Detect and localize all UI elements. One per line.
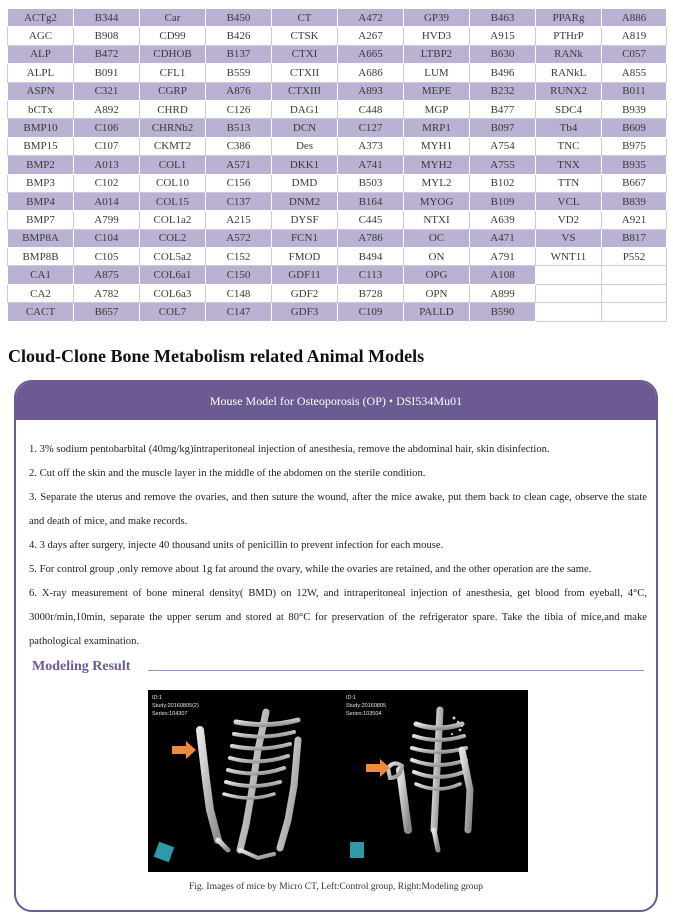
table-row — [8, 45, 667, 63]
marker-name-cell: BMP2 — [8, 156, 74, 174]
control-group-image — [148, 690, 334, 872]
section-heading: Cloud-Clone Bone Metabolism related Animal Models — [8, 346, 425, 366]
table-row — [8, 266, 667, 284]
marker-name-cell: RUNX2 — [536, 82, 602, 100]
marker-name-cell: COL6a3 — [140, 284, 206, 302]
marker-name-cell: COL5a2 — [140, 248, 206, 266]
product-code-cell: B164 — [338, 192, 404, 210]
marker-name-cell: TTN — [536, 174, 602, 192]
ct-id: ID:1 — [152, 695, 163, 701]
marker-name-cell: CTXIII — [272, 82, 338, 100]
product-code-cell — [602, 303, 667, 321]
product-code-cell: B477 — [470, 100, 536, 118]
marker-name-cell: FCN1 — [272, 229, 338, 247]
product-code-cell: A799 — [74, 211, 140, 229]
product-code-cell: B975 — [602, 137, 667, 155]
marker-name-cell: COL1a2 — [140, 211, 206, 229]
marker-name-cell: PTHrP — [536, 27, 602, 45]
modeling-result-title: Modeling Result — [32, 659, 131, 674]
marker-name-cell: VCL — [536, 192, 602, 210]
marker-name-cell: BMP8B — [8, 248, 74, 266]
product-code-cell: C102 — [74, 174, 140, 192]
product-code-cell: B344 — [74, 9, 140, 27]
marker-name-cell: HVD3 — [404, 27, 470, 45]
marker-name-cell: SDC4 — [536, 100, 602, 118]
marker-name-cell: DYSF — [272, 211, 338, 229]
marker-name-cell: CKMT2 — [140, 137, 206, 155]
marker-name-cell: GDF11 — [272, 266, 338, 284]
marker-name-cell: BMP7 — [8, 211, 74, 229]
product-code-cell: B232 — [470, 82, 536, 100]
product-code-cell: A819 — [602, 27, 667, 45]
table-row — [8, 303, 667, 321]
table-row — [8, 100, 667, 118]
marker-name-cell: BMP4 — [8, 192, 74, 210]
product-code-cell: A639 — [470, 211, 536, 229]
product-code-cell: B472 — [74, 45, 140, 63]
orientation-cube-icon — [154, 842, 175, 863]
marker-name-cell: DCN — [272, 119, 338, 137]
ct-metadata — [152, 694, 199, 718]
marker-name-cell: TNC — [536, 137, 602, 155]
product-code-cell: B590 — [470, 303, 536, 321]
product-code-cell: C148 — [206, 284, 272, 302]
product-code-cell: C321 — [74, 82, 140, 100]
marker-name-cell: CDHOB — [140, 45, 206, 63]
marker-name-cell: CACT — [8, 303, 74, 321]
protocol-steps — [29, 438, 647, 654]
marker-name-cell: MYH2 — [404, 156, 470, 174]
marker-name-cell: COL7 — [140, 303, 206, 321]
marker-name-cell: ALP — [8, 45, 74, 63]
protocol-step: 3. Separate the uterus and remove the ovaries, and then suture the wound, after the mice awake, put them back to clean cage, observe the state and death of mice, and make records. — [29, 492, 647, 527]
product-code-cell: B011 — [602, 82, 667, 100]
product-code-cell: B494 — [338, 248, 404, 266]
product-code-cell — [602, 266, 667, 284]
product-code-cell: C386 — [206, 137, 272, 155]
marker-name-cell: FMOD — [272, 248, 338, 266]
marker-name-cell: NTXI — [404, 211, 470, 229]
protocol-step: 5. For control group ,only remove about 1g fat around the ovary, while the ovaries are retained, and the other operation are the same. — [29, 564, 592, 575]
product-code-cell: A915 — [470, 27, 536, 45]
marker-name-cell: CHRNb2 — [140, 119, 206, 137]
marker-name-cell: ON — [404, 248, 470, 266]
marker-name-cell: PPARg — [536, 9, 602, 27]
table-row — [8, 64, 667, 82]
marker-name-cell: CTXI — [272, 45, 338, 63]
marker-name-cell: CD99 — [140, 27, 206, 45]
marker-name-cell: DMD — [272, 174, 338, 192]
product-code-table-body — [8, 9, 667, 322]
marker-name-cell: GDF3 — [272, 303, 338, 321]
marker-name-cell: MRP1 — [404, 119, 470, 137]
table-row — [8, 174, 667, 192]
product-code-cell: A782 — [74, 284, 140, 302]
product-code-cell: A892 — [74, 100, 140, 118]
table-row — [8, 119, 667, 137]
marker-name-cell: MYOG — [404, 192, 470, 210]
product-code-cell: B839 — [602, 192, 667, 210]
table-row — [8, 156, 667, 174]
product-code-cell: B908 — [74, 27, 140, 45]
product-code-cell: A754 — [470, 137, 536, 155]
marker-name-cell — [536, 266, 602, 284]
product-code-cell: A875 — [74, 266, 140, 284]
ct-series: Series:104307 — [152, 711, 188, 717]
product-code-cell: C156 — [206, 174, 272, 192]
product-code-cell: C147 — [206, 303, 272, 321]
marker-name-cell: MGP — [404, 100, 470, 118]
product-code-cell: B667 — [602, 174, 667, 192]
marker-name-cell: GDF2 — [272, 284, 338, 302]
ct-series: Series:103504 — [346, 711, 382, 717]
marker-name-cell: DAG1 — [272, 100, 338, 118]
protocol-step: 2. Cut off the skin and the muscle layer in the middle of the abdomen on the sterile condition. — [29, 468, 426, 479]
marker-name-cell: CTXII — [272, 64, 338, 82]
product-code-cell: A215 — [206, 211, 272, 229]
ct-study: Study:20160805(2) — [152, 703, 199, 709]
marker-name-cell: TNX — [536, 156, 602, 174]
marker-name-cell: MEPE — [404, 82, 470, 100]
marker-name-cell: COL2 — [140, 229, 206, 247]
product-code-cell: B559 — [206, 64, 272, 82]
product-code-cell: B935 — [602, 156, 667, 174]
product-code-cell: C445 — [338, 211, 404, 229]
product-code-cell: A471 — [470, 229, 536, 247]
marker-name-cell: DNM2 — [272, 192, 338, 210]
product-code-cell: B091 — [74, 64, 140, 82]
marker-name-cell: CFL1 — [140, 64, 206, 82]
arrow-icon — [366, 759, 390, 777]
product-code-cell: B657 — [74, 303, 140, 321]
table-row — [8, 82, 667, 100]
product-code-cell: B939 — [602, 100, 667, 118]
product-code-cell: C109 — [338, 303, 404, 321]
product-code-cell: B817 — [602, 229, 667, 247]
marker-name-cell: PALLD — [404, 303, 470, 321]
product-code-cell: C152 — [206, 248, 272, 266]
product-code-cell: C150 — [206, 266, 272, 284]
product-code-cell: A791 — [470, 248, 536, 266]
product-code-cell: A741 — [338, 156, 404, 174]
product-code-cell: C113 — [338, 266, 404, 284]
marker-name-cell: OC — [404, 229, 470, 247]
marker-name-cell: ALPL — [8, 64, 74, 82]
product-code-cell: A855 — [602, 64, 667, 82]
product-code-cell: C107 — [74, 137, 140, 155]
marker-name-cell: CTSK — [272, 27, 338, 45]
table-row — [8, 211, 667, 229]
product-code-cell: A686 — [338, 64, 404, 82]
ct-study: Study:20160805 — [346, 703, 387, 709]
marker-name-cell: CHRD — [140, 100, 206, 118]
marker-name-cell: CA1 — [8, 266, 74, 284]
marker-name-cell: VD2 — [536, 211, 602, 229]
product-code-cell: B496 — [470, 64, 536, 82]
product-code-cell: B513 — [206, 119, 272, 137]
table-row — [8, 27, 667, 45]
product-code-cell: B609 — [602, 119, 667, 137]
product-code-cell: C448 — [338, 100, 404, 118]
product-code-cell: A108 — [470, 266, 536, 284]
ct-id: ID:1 — [346, 695, 357, 701]
ct-metadata — [346, 694, 386, 718]
marker-name-cell: Car — [140, 9, 206, 27]
marker-name-cell: BMP3 — [8, 174, 74, 192]
marker-name-cell: ASPN — [8, 82, 74, 100]
arrow-icon — [172, 741, 196, 759]
marker-name-cell: BMP15 — [8, 137, 74, 155]
product-code-cell: C104 — [74, 229, 140, 247]
product-code-cell: A373 — [338, 137, 404, 155]
product-code-cell — [602, 284, 667, 302]
product-code-cell: B097 — [470, 119, 536, 137]
product-code-table — [7, 8, 667, 322]
product-code-cell: A013 — [74, 156, 140, 174]
product-code-cell: B503 — [338, 174, 404, 192]
product-code-cell: A786 — [338, 229, 404, 247]
product-code-cell: C137 — [206, 192, 272, 210]
marker-name-cell: MYL2 — [404, 174, 470, 192]
orientation-cube-icon — [350, 842, 364, 858]
figure-caption: Fig. Images of mice by Micro CT, Left:Control group, Right:Modeling group — [188, 882, 484, 892]
product-code-cell: A665 — [338, 45, 404, 63]
marker-name-cell: WNT11 — [536, 248, 602, 266]
table-row — [8, 284, 667, 302]
model-card — [14, 380, 658, 912]
product-code-cell: A267 — [338, 27, 404, 45]
marker-name-cell: ACTg2 — [8, 9, 74, 27]
table-row — [8, 248, 667, 266]
marker-name-cell: COL10 — [140, 174, 206, 192]
product-code-cell: B426 — [206, 27, 272, 45]
product-code-cell: C126 — [206, 100, 272, 118]
product-code-cell: B630 — [470, 45, 536, 63]
product-code-cell: A893 — [338, 82, 404, 100]
marker-name-cell: LUM — [404, 64, 470, 82]
product-code-cell: P552 — [602, 248, 667, 266]
marker-name-cell: CT — [272, 9, 338, 27]
product-code-cell: A886 — [602, 9, 667, 27]
protocol-step: 1. 3% sodium pentobarbital (40mg/kg)intraperitoneal injection of anesthesia, remove the abdominal hair, skin disinfection. — [29, 444, 550, 455]
product-code-cell: C057 — [602, 45, 667, 63]
marker-name-cell: AGC — [8, 27, 74, 45]
product-code-cell: A571 — [206, 156, 272, 174]
marker-name-cell — [536, 284, 602, 302]
marker-name-cell: OPN — [404, 284, 470, 302]
product-code-cell: A472 — [338, 9, 404, 27]
marker-name-cell: RANkL — [536, 64, 602, 82]
marker-name-cell: GP39 — [404, 9, 470, 27]
product-code-cell: B109 — [470, 192, 536, 210]
marker-name-cell: CGRP — [140, 82, 206, 100]
product-code-cell: A876 — [206, 82, 272, 100]
marker-name-cell: VS — [536, 229, 602, 247]
marker-name-cell: Tb4 — [536, 119, 602, 137]
product-code-cell: A921 — [602, 211, 667, 229]
protocol-step: 4. 3 days after surgery, injecte 40 thousand units of penicillin to prevent infection for each mouse. — [29, 540, 444, 551]
product-code-cell: B728 — [338, 284, 404, 302]
micro-ct-figure — [148, 690, 528, 872]
marker-name-cell: bCTx — [8, 100, 74, 118]
protocol-step: 6. X-ray measurement of bone mineral density( BMD) on 12W, and intraperitoneal injection of anesthesia, get blood from eyeball, 4°C, 3000r/min,10min, separate the upper serum and stored at 80°C for preservation of the refrigerator spare. Take the tibia of mice,and make pathological examination. — [29, 588, 647, 647]
product-code-cell: B102 — [470, 174, 536, 192]
divider — [148, 670, 644, 671]
marker-name-cell — [536, 303, 602, 321]
marker-name-cell: OPG — [404, 266, 470, 284]
modeling-group-image — [342, 690, 528, 872]
product-code-cell: A755 — [470, 156, 536, 174]
table-row — [8, 137, 667, 155]
marker-name-cell: LTBP2 — [404, 45, 470, 63]
table-row — [8, 192, 667, 210]
marker-name-cell: DKK1 — [272, 156, 338, 174]
marker-name-cell: RANk — [536, 45, 602, 63]
product-code-cell: B463 — [470, 9, 536, 27]
marker-name-cell: COL1 — [140, 156, 206, 174]
product-code-cell: A014 — [74, 192, 140, 210]
marker-name-cell: Des — [272, 137, 338, 155]
product-code-cell: C105 — [74, 248, 140, 266]
product-code-cell: B450 — [206, 9, 272, 27]
marker-name-cell: BMP10 — [8, 119, 74, 137]
marker-name-cell: COL6a1 — [140, 266, 206, 284]
table-row — [8, 9, 667, 27]
marker-name-cell: BMP8A — [8, 229, 74, 247]
product-code-cell: A899 — [470, 284, 536, 302]
table-row — [8, 229, 667, 247]
product-code-cell: C127 — [338, 119, 404, 137]
marker-name-cell: MYH1 — [404, 137, 470, 155]
product-code-cell: B137 — [206, 45, 272, 63]
marker-name-cell: CA2 — [8, 284, 74, 302]
card-title: Mouse Model for Osteoporosis (OP) • DSI534Mu01 — [16, 382, 656, 420]
marker-name-cell: COL15 — [140, 192, 206, 210]
product-code-cell: C106 — [74, 119, 140, 137]
product-code-cell: A572 — [206, 229, 272, 247]
